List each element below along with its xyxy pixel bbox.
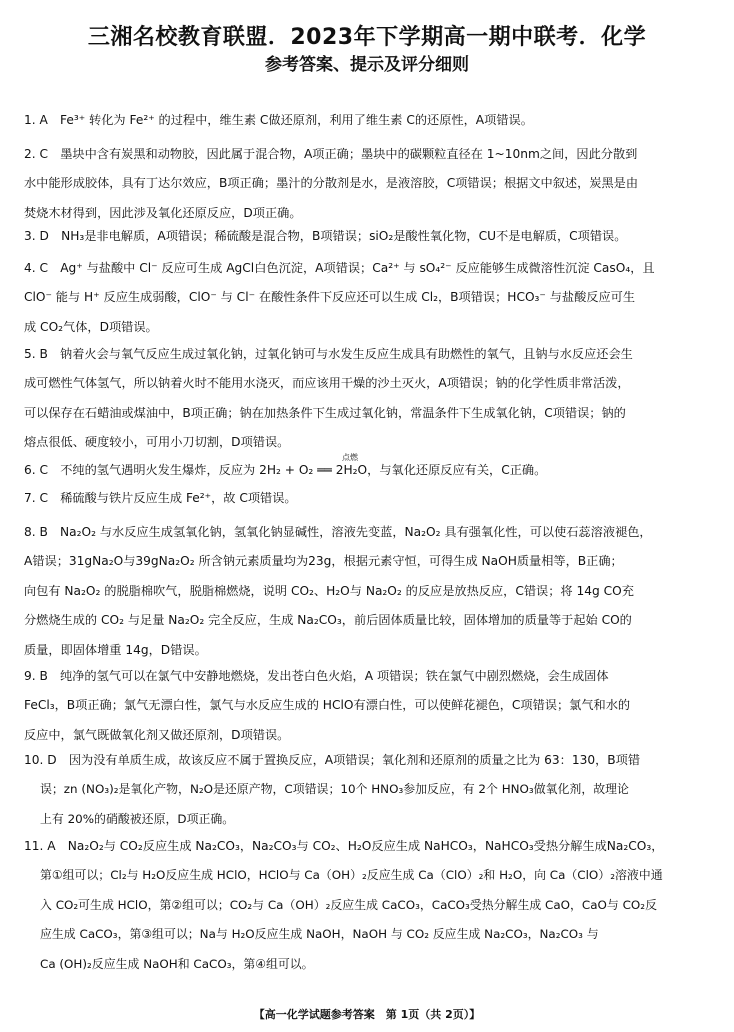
answer-line: 误；zn (NO₃)₂是氧化产物，N₂O是还原产物，C项错误；10个 HNO₃参加反应，有 2个 HNO₃做氧化剂，故理论 xyxy=(40,782,629,797)
answer-5 xyxy=(24,340,712,458)
answer-line: 分燃烧生成的 CO₂ 与足量 Na₂O₂ 完全反应，生成 Na₂CO₃，前后固体质量比较，固体增加的质量等于起始 CO的 xyxy=(24,613,632,628)
answer-line: 9. B 纯净的氢气可以在氯气中安静地燃烧，发出苍白色火焰，A 项错误；铁在氯气中剧烈燃烧，会生成固体 xyxy=(24,669,609,683)
answer-line: 熔点很低、硬度较小，可用小刀切割，D项错误。 xyxy=(24,435,290,450)
answer-1 xyxy=(24,106,712,135)
answer-3 xyxy=(24,222,712,251)
answer-line: 5. B 钠着火会与氧气反应生成过氧化钠，过氧化钠可与水发生反应生成具有助燃性的氧气，且钠与水反应还会生 xyxy=(24,347,633,361)
answer-line: FeCl₃，B项正确；氯气无漂白性，氯气与水反应生成的 HClO有漂白性，可以使鲜花褪色，C项错误；氯气和水的 xyxy=(24,698,631,713)
answer-9 xyxy=(24,662,712,750)
answer-2 xyxy=(24,140,712,228)
answer-line: 4. C Ag⁺ 与盐酸中 Cl⁻ 反应可生成 AgCl白色沉淀，A项错误；Ca²⁺ 与 sO₄²⁻ 反应能够生成微溶性沉淀 CasO₄，且 xyxy=(24,261,655,275)
answer-line: 入 CO₂可生成 HClO，第②组可以；CO₂与 Ca（OH）₂反应生成 CaCO₃，CaCO₃受热分解生成 CaO，CaO与 CO₂反 xyxy=(40,897,657,912)
answer-line: 上有 20%的硝酸被还原，D项正确。 xyxy=(40,811,235,826)
answer-8 xyxy=(24,518,712,665)
answer-line: 2. C 墨块中含有炭黑和动物胶，因此属于混合物，A项正确；墨块中的碳颗粒直径在 1~10nm之间，因此分散到 xyxy=(24,147,638,161)
answer-line: 向包有 Na₂O₂ 的脱脂棉吹气，脱脂棉燃烧，说明 CO₂、H₂O与 Na₂O₂ 的反应是放热反应，C错误；将 14g CO充 xyxy=(24,583,634,598)
answer-line: 6. C 不纯的氢气遇明火发生爆炸，反应为 2H₂ + O₂ ══ 2H₂O，与氧化还原反应有关，C正确。 xyxy=(24,463,547,477)
answer-line: ClO⁻ 能与 H⁺ 反应生成弱酸，ClO⁻ 与 Cl⁻ 在酸性条件下反应还可以生成 Cl₂，B项错误；HCO₃⁻ 与盐酸反应可生 xyxy=(24,290,636,305)
answer-line: 11. A Na₂O₂与 CO₂反应生成 Na₂CO₃，Na₂CO₃与 CO₂、H₂O反应生成 NaHCO₃，NaHCO₃受热分解生成Na₂CO₃， xyxy=(24,839,664,853)
answer-line: 第①组可以；Cl₂与 H₂O反应生成 HClO，HClO与 Ca（OH）₂反应生成 Ca（ClO）₂和 H₂O，向 Ca（ClO）₂溶液中通 xyxy=(40,868,663,883)
answer-line: 10. D 因为没有单质生成，故该反应不属于置换反应，A项错误；氧化剂和还原剂的质量之比为 63：130，B项错 xyxy=(24,753,641,767)
reaction-condition: 点燃 xyxy=(342,453,358,462)
answer-line: 1. A Fe³⁺ 转化为 Fe²⁺ 的过程中，维生素 C做还原剂，利用了维生素 C的还原性，A项错误。 xyxy=(24,113,533,127)
answer-line: 应生成 CaCO₃，第③组可以；Na与 H₂O反应生成 NaOH，NaOH 与 CO₂ 反应生成 Na₂CO₃，Na₂CO₃ 与 xyxy=(40,927,599,942)
answer-line: 可以保存在石蜡油或煤油中，B项正确；钠在加热条件下生成过氧化钠，常温条件下生成氧化钠，C项错误；钠的 xyxy=(24,405,626,420)
answer-line: 成 CO₂气体，D项错误。 xyxy=(24,319,158,334)
page-title: 三湘名校教育联盟．2023年下学期高一期中联考．化学 xyxy=(87,25,647,50)
answer-line: 焚烧木材得到，因此涉及氧化还原反应，D项正确。 xyxy=(24,205,302,220)
answer-line: 8. B Na₂O₂ 与水反应生成氢氧化钠，氢氧化钠显碱性，溶液先变蓝，Na₂O₂ 具有强氧化性，可以使石蕊溶液褪色， xyxy=(24,525,652,539)
answer-line: A错误；31gNa₂O与39gNa₂O₂ 所含钠元素质量均为23g，根据元素守恒，可得生成 NaOH质量相等，B正确； xyxy=(24,554,623,569)
answer-line: 成可燃性气体氢气，所以钠着火时不能用水浇灭，而应该用干燥的沙土灭火，A项错误；钠的化学性质非常活泼， xyxy=(24,376,630,391)
page-footer: 【高一化学试题参考答案 第 1页（共 2页）】 xyxy=(253,1008,481,1021)
answer-7 xyxy=(24,484,712,513)
answer-6 xyxy=(24,453,712,485)
answer-10 xyxy=(24,746,712,834)
answer-11 xyxy=(24,832,712,979)
answer-line: 质量，即固体增重 14g，D错误。 xyxy=(24,642,207,657)
page-subtitle: 参考答案、提示及评分细则 xyxy=(265,55,469,75)
answer-line: 反应中，氯气既做氧化剂又做还原剂，D项错误。 xyxy=(24,727,290,742)
answer-line: 3. D NH₃是非电解质，A项错误；稀硫酸是混合物，B项错误；siO₂是酸性氧化物，CU不是电解质，C项错误。 xyxy=(24,229,627,243)
answer-line: Ca (OH)₂反应生成 NaOH和 CaCO₃，第④组可以。 xyxy=(40,956,314,971)
answer-4 xyxy=(24,254,712,342)
answer-line: 水中能形成胶体，具有丁达尔效应，B项正确；墨汁的分散剂是水，是液溶胶，C项错误；根据文中叙述，炭黑是由 xyxy=(24,176,639,191)
answer-line: 7. C 稀硫酸与铁片反应生成 Fe²⁺，故 C项错误。 xyxy=(24,491,297,505)
